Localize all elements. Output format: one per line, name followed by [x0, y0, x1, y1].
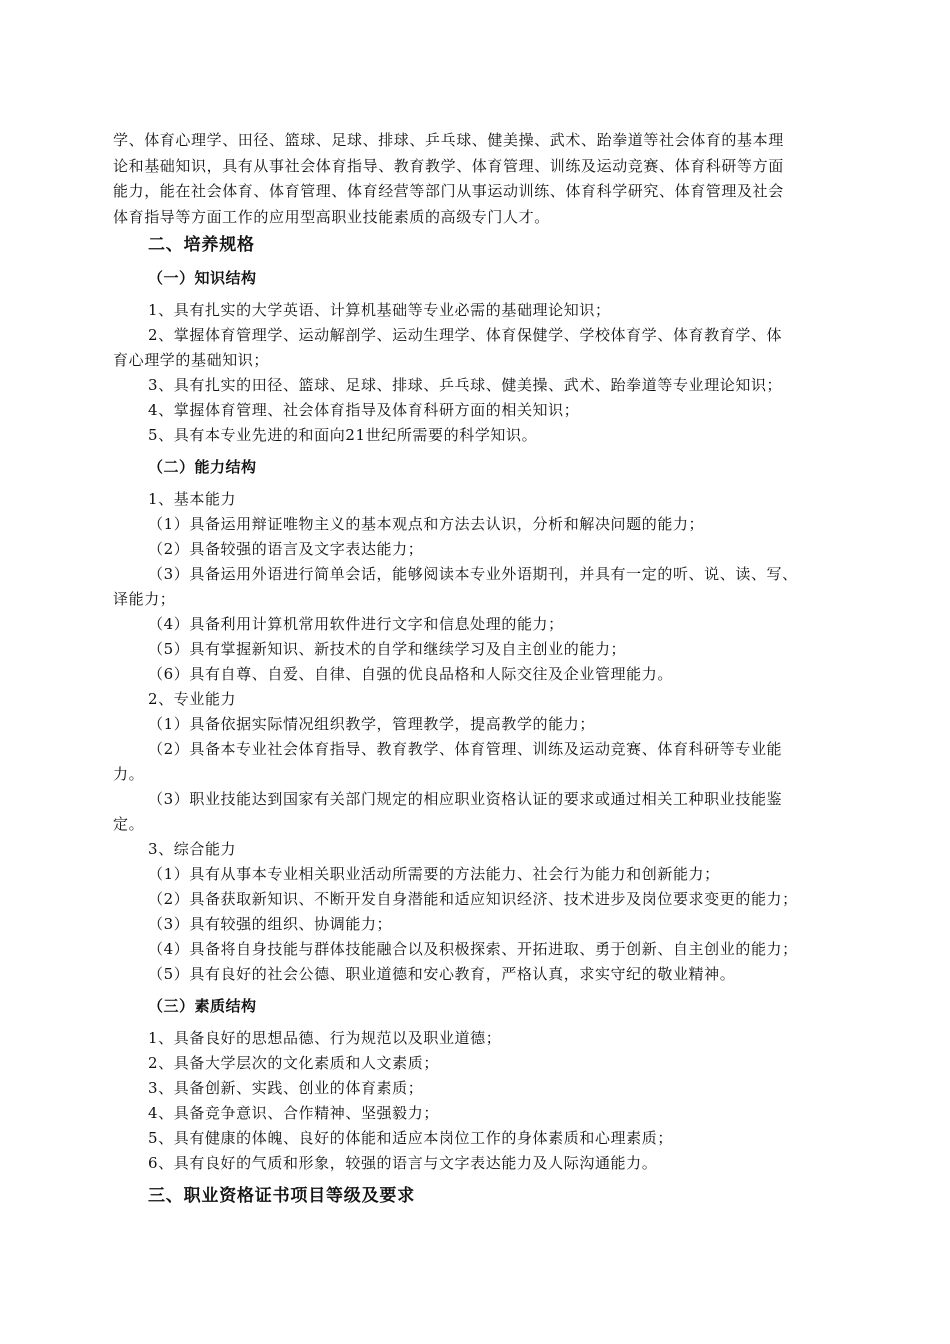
- list-item: 3、具备创新、实践、创业的体育素质；: [148, 1079, 424, 1097]
- list-item: 定。: [113, 815, 145, 833]
- list-item: 5、具有本专业先进的和面向21世纪所需要的科学知识。: [148, 426, 538, 444]
- intro-line: 学、体育心理学、田径、篮球、足球、排球、乒乓球、健美操、武术、跆拳道等社会体育的基本理: [113, 131, 784, 149]
- list-item: （3）职业技能达到国家有关部门规定的相应职业资格认证的要求或通过相关工种职业技能鉴: [148, 790, 783, 808]
- intro-line: 能力，能在社会体育、体育管理、体育经营等部门从事运动训练、体育科学研究、体育管理及社会: [113, 182, 784, 200]
- list-item: （6）具有自尊、自爱、自律、自强的优良品格和人际交往及企业管理能力。: [148, 665, 673, 683]
- list-item: （4）具备利用计算机常用软件进行文字和信息处理的能力；: [148, 615, 564, 633]
- list-item: 4、掌握体育管理、社会体育指导及体育科研方面的相关知识；: [148, 401, 580, 419]
- list-item: 2、掌握体育管理学、运动解剖学、运动生理学、体育保健学、学校体育学、体育教育学、体: [148, 326, 783, 344]
- section-heading: 二、培养规格: [148, 235, 255, 255]
- list-item: （2）具备获取新知识、不断开发自身潜能和适应知识经济、技术进步及岗位要求变更的能力；: [148, 890, 798, 908]
- list-item: 4、具备竞争意识、合作精神、坚强毅力；: [148, 1104, 439, 1122]
- intro-line: 论和基础知识，具有从事社会体育指导、教育教学、体育管理、训练及运动竞赛、体育科研等方面: [113, 157, 784, 175]
- item-title: 3、综合能力: [148, 840, 237, 858]
- intro-line: 体育指导等方面工作的应用型高职业技能素质的高级专门人才。: [113, 208, 550, 226]
- list-item: （1）具备运用辩证唯物主义的基本观点和方法去认识，分析和解决问题的能力；: [148, 515, 705, 533]
- subsection-heading: （三）素质结构: [148, 997, 257, 1015]
- list-item: （5）具有良好的社会公德、职业道德和安心教育，严格认真，求实守纪的敬业精神。: [148, 965, 736, 983]
- list-item: 育心理学的基础知识；: [113, 351, 270, 369]
- list-item: 1、具有扎实的大学英语、计算机基础等专业必需的基础理论知识；: [148, 301, 611, 319]
- list-item: （1）具有从事本专业相关职业活动所需要的方法能力、社会行为能力和创新能力；: [148, 865, 720, 883]
- list-item: 1、具备良好的思想品德、行为规范以及职业道德；: [148, 1029, 502, 1047]
- item-title: 1、基本能力: [148, 490, 237, 508]
- list-item: （1）具备依据实际情况组织教学，管理教学，提高教学的能力；: [148, 715, 595, 733]
- subsection-heading: （二）能力结构: [148, 458, 257, 476]
- subsection-heading: （一）知识结构: [148, 269, 257, 287]
- item-title: 2、专业能力: [148, 690, 237, 708]
- list-item: （3）具备运用外语进行简单会话，能够阅读本专业外语期刊，并具有一定的听、说、读、写、: [148, 565, 798, 583]
- list-item: 6、具有良好的气质和形象，较强的语言与文字表达能力及人际沟通能力。: [148, 1154, 658, 1172]
- list-item: 5、具有健康的体魄、良好的体能和适应本岗位工作的身体素质和心理素质；: [148, 1129, 673, 1147]
- list-item: 力。: [113, 765, 145, 783]
- list-item: （3）具有较强的组织、协调能力；: [148, 915, 393, 933]
- list-item: （4）具备将自身技能与群体技能融合以及积极探索、开拓进取、勇于创新、自主创业的能力；: [148, 940, 798, 958]
- list-item: 3、具有扎实的田径、篮球、足球、排球、乒乓球、健美操、武术、跆拳道等专业理论知识；: [148, 376, 783, 394]
- list-item: （2）具备本专业社会体育指导、教育教学、体育管理、训练及运动竞赛、体育科研等专业能: [148, 740, 783, 758]
- section-heading: 三、职业资格证书项目等级及要求: [148, 1186, 415, 1206]
- list-item: 译能力；: [113, 590, 176, 608]
- list-item: （2）具备较强的语言及文字表达能力；: [148, 540, 424, 558]
- list-item: （5）具有掌握新知识、新技术的自学和继续学习及自主创业的能力；: [148, 640, 627, 658]
- list-item: 2、具备大学层次的文化素质和人文素质；: [148, 1054, 439, 1072]
